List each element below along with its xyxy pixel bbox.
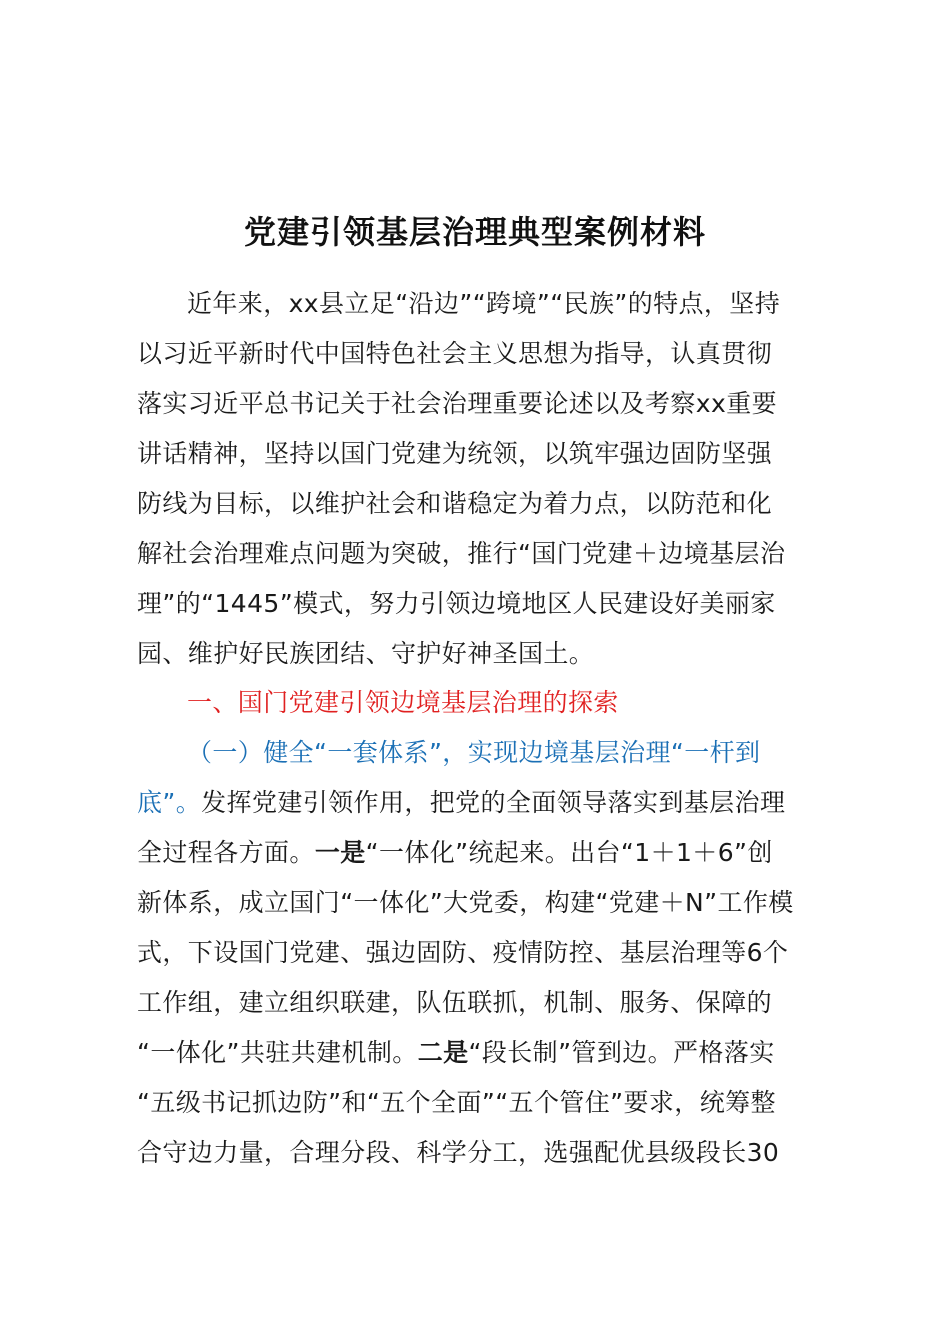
intro-line: 解社会治理难点问题为突破，推行“国门党建＋边境基层治 (137, 539, 786, 568)
paragraph-line: 式，下设国门党建、强边固防、疫情防控、基层治理等6个 (137, 938, 789, 967)
intro-line: 理”的“1445”模式，努力引领边境地区人民建设好美丽家 (137, 589, 776, 618)
paragraph-line (137, 1028, 853, 1078)
paragraph-line (137, 828, 853, 878)
emphasis-label: 二是 (417, 1038, 469, 1067)
document-title: 党建引领基层治理典型案例材料 (243, 213, 706, 251)
paragraph-text: “一体化”统起来。出台“1＋1＋6”创 (365, 838, 773, 867)
intro-line: 近年来，xx县立足“沿边”“跨境”“民族”的特点，坚持 (187, 289, 781, 318)
intro-line: 讲话精神，坚持以国门党建为统领，以筑牢强边固防坚强 (137, 439, 773, 468)
subsection-heading-end: 底”。 (137, 788, 202, 817)
intro-line: 园、维护好民族团结、守护好神圣国土。 (137, 639, 595, 668)
intro-line: 以习近平新时代中国特色社会主义思想为指导，认真贯彻 (137, 339, 773, 368)
section-heading: 一、国门党建引领边境基层治理的探索 (187, 688, 619, 717)
intro-line: 防线为目标，以维护社会和谐稳定为着力点，以防范和化 (137, 489, 773, 518)
paragraph-text: 全过程各方面。 (137, 838, 315, 867)
intro-paragraph (137, 279, 853, 679)
paragraph-line (137, 778, 853, 828)
emphasis-label: 一是 (314, 838, 366, 867)
paragraph-line: “五级书记抓边防”和“五个全面”“五个管住”要求，统筹整 (137, 1088, 776, 1117)
paragraph-line: 新体系，成立国门“一体化”大党委，构建“党建＋N”工作模 (137, 888, 794, 917)
intro-line: 落实习近平总书记关于社会治理重要论述以及考察xx重要 (137, 389, 777, 418)
subsection-paragraph (137, 728, 853, 1178)
subsection-heading: （一）健全“一套体系”，实现边境基层治理“一杆到 (187, 738, 761, 767)
paragraph-line: 合守边力量，合理分段、科学分工，选强配优县级段长30 (137, 1138, 780, 1167)
paragraph-text: 发挥党建引领作用，把党的全面领导落实到基层治理 (201, 788, 786, 817)
paragraph-line: 工作组，建立组织联建，队伍联抓，机制、服务、保障的 (137, 988, 773, 1017)
paragraph-text: “段长制”管到边。严格落实 (468, 1038, 775, 1067)
paragraph-text: “一体化”共驻共建机制。 (137, 1038, 418, 1067)
